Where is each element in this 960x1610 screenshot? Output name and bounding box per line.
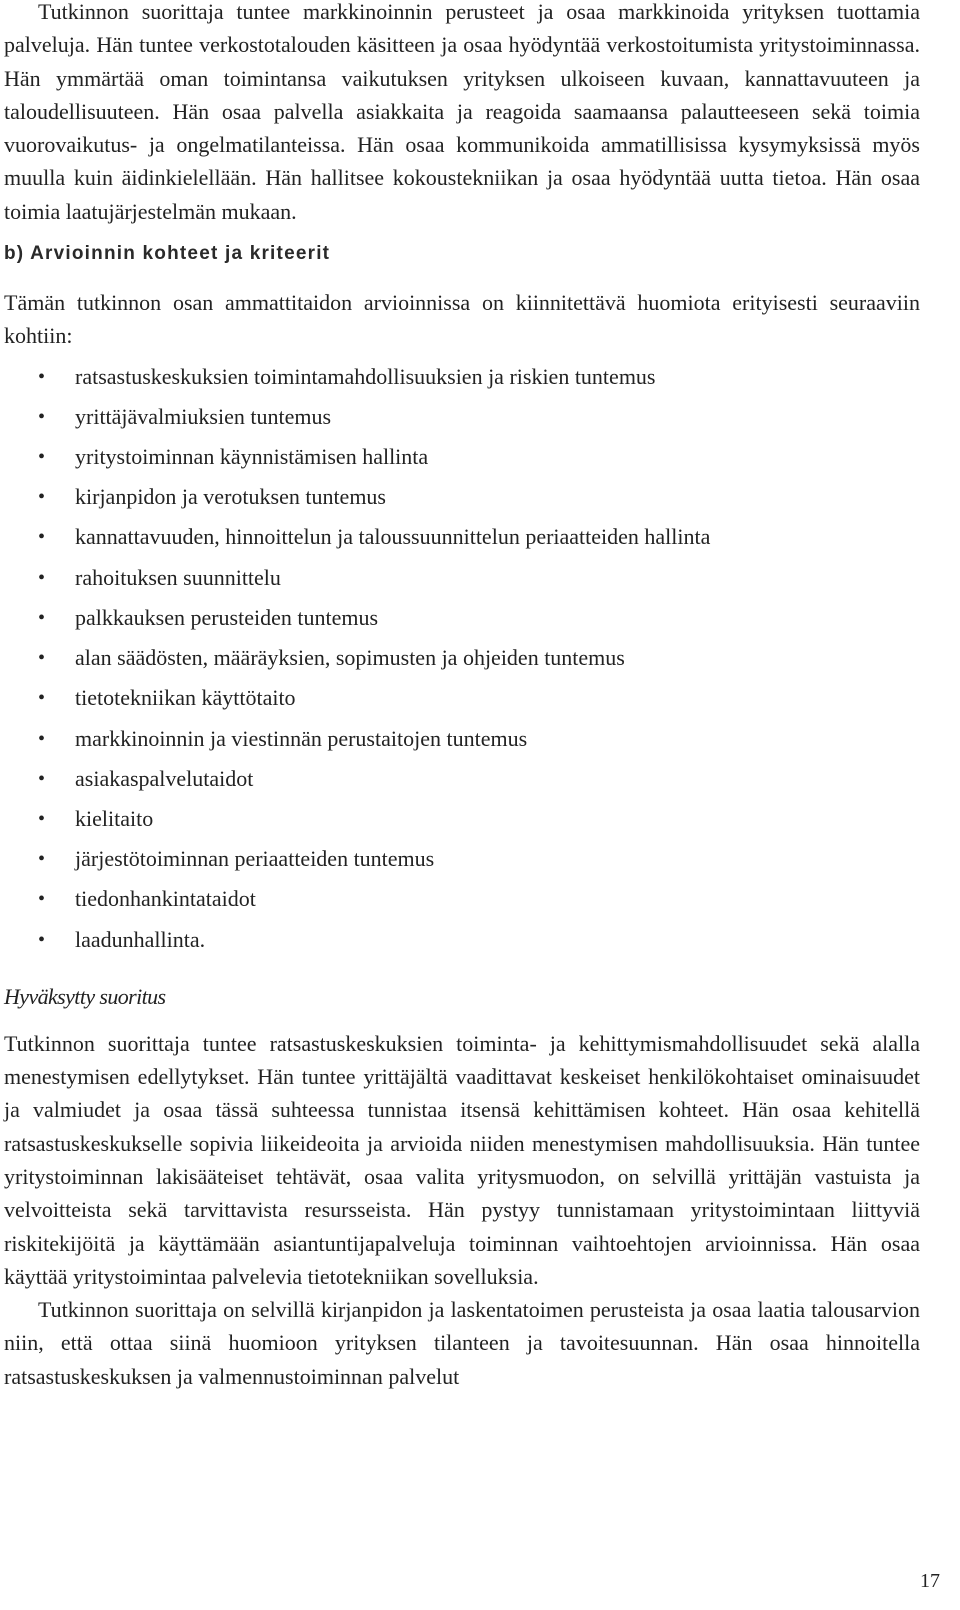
list-item-text: yrittäjävalmiuksien tuntemus xyxy=(75,403,332,429)
list-item-text: markkinoinnin ja viestinnän perustaitojen tuntemus xyxy=(75,725,528,751)
intro-paragraph: Tutkinnon suorittaja tuntee markkinoinnin perusteet ja osaa markkinoida yrityksen tuottamia palveluja. Hän tuntee verkostotalouden käsitteen ja osaa hyödyntää verkostoitumista yritystoiminnassa. Hän ymmärtää oman toimintansa vaikutuksen yrityksen ulkoiseen kuvaan, kannattavuuteen ja taloudellisuuteen. Hän osaa palvella asiakkaita ja reagoida saamaansa palautteeseen sekä toimia vuorovaikutus- ja ongelmatilanteissa. Hän osaa kommunikoida ammatillisissa kysymyksissä myös muulla kuin äidinkielellään. Hän hallitsee kokoustekniikan ja osaa hyödyntää uutta tietoa. Hän osaa toimia laatujärjestelmän mukaan. xyxy=(4,0,920,224)
list-item xyxy=(4,759,920,799)
list-item xyxy=(4,357,920,397)
list-item xyxy=(4,558,920,598)
list-item-text: yritystoiminnan käynnistämisen hallinta xyxy=(75,444,429,470)
list-item xyxy=(4,397,920,437)
bullet-icon: • xyxy=(38,687,46,710)
list-item-text: alan säädösten, määräyksien, sopimusten ja ohjeiden tuntemus xyxy=(75,645,625,671)
list-item-text: kirjanpidon ja verotuksen tuntemus xyxy=(75,484,386,510)
bullet-icon: • xyxy=(38,888,46,911)
list-item xyxy=(4,517,920,557)
bullet-icon: • xyxy=(38,848,46,871)
list-item-text: tiedonhankintataidot xyxy=(75,886,256,912)
bullet-icon: • xyxy=(38,486,46,509)
document-page xyxy=(4,0,920,1393)
bullet-icon: • xyxy=(38,647,46,670)
list-item xyxy=(4,598,920,638)
bullet-icon: • xyxy=(38,727,46,750)
bullet-icon: • xyxy=(38,928,46,951)
approved-paragraph-1: Tutkinnon suorittaja tuntee ratsastuskeskuksien toiminta- ja kehittymismahdollisuudet sekä alalla menestymisen edellytykset. Hän tuntee yrittäjältä vaadittavat keskeiset henkilökohtaiset ominaisuudet ja valmiudet ja osaa tässä suhteessa tunnistaa itsensä kehittämisen kohteet. Hän osaa kehitellä ratsastuskeskukselle sopivia liikeideoita ja arvioida niiden menestymisen mahdollisuuksia. Hän tuntee yritystoiminnan lakisääteiset tehtävät, osaa valita yritysmuodon, on selvillä yrittäjän vastuista ja velvoitteista sekä tarvittavista resursseista. Hän pystyy tunnistamaan yritystoimintaan liittyviä riskitekijöitä ja käyttämään asiantuntijapalveluja toiminnan vaihtoehtojen arvioinnissa. Hän osaa käyttää yritystoimintaa palvelevia tietotekniikan sovelluksia. xyxy=(4,1030,920,1289)
list-item xyxy=(4,879,920,919)
bullet-icon: • xyxy=(38,807,46,830)
criteria-lead-paragraph: Tämän tutkinnon osan ammattitaidon arvioinnissa on kiinnitettävä huomiota erityisesti seuraaviin kohtiin: xyxy=(4,290,920,349)
list-item-text: järjestötoiminnan periaatteiden tuntemus xyxy=(75,846,435,872)
section-heading: b) Arvioinnin kohteet ja kriteerit xyxy=(4,243,331,265)
list-item xyxy=(4,799,920,839)
bullet-icon: • xyxy=(38,526,46,549)
list-item xyxy=(4,839,920,879)
approved-paragraph-2: Tutkinnon suorittaja on selvillä kirjanpidon ja laskentatoimen perusteista ja osaa laatia talousarvion niin, että ottaa siinä huomioon yrityksen tilanteen ja tavoitesuunnan. Hän osaa hinnoitella ratsastuskeskuksen ja valmennustoiminnan palvelut xyxy=(4,1297,920,1389)
bullet-icon: • xyxy=(38,606,46,629)
bullet-icon: • xyxy=(38,446,46,469)
bullet-icon: • xyxy=(38,405,46,428)
list-item-text: rahoituksen suunnittelu xyxy=(75,564,281,590)
bullet-icon: • xyxy=(38,566,46,589)
page-number: 17 xyxy=(920,1570,940,1592)
list-item xyxy=(4,719,920,759)
bullet-icon: • xyxy=(38,365,46,388)
approved-performance-text xyxy=(4,1027,920,1393)
list-item xyxy=(4,678,920,718)
list-item xyxy=(4,638,920,678)
list-item-text: tietotekniikan käyttötaito xyxy=(75,685,296,711)
list-item-text: palkkauksen perusteiden tuntemus xyxy=(75,604,379,630)
list-item-text: kielitaito xyxy=(75,805,154,831)
criteria-list xyxy=(4,357,920,960)
list-item xyxy=(4,477,920,517)
list-item xyxy=(4,920,920,960)
list-item xyxy=(4,437,920,477)
list-item-text: laadunhallinta. xyxy=(75,926,206,952)
approved-performance-heading: Hyväksytty suoritus xyxy=(4,983,166,1009)
list-item-text: kannattavuuden, hinnoittelun ja taloussuunnittelun periaatteiden hallinta xyxy=(75,524,711,550)
list-item-text: ratsastuskeskuksien toimintamahdollisuuksien ja riskien tuntemus xyxy=(75,363,656,389)
list-item-text: asiakaspalvelutaidot xyxy=(75,765,254,791)
bullet-icon: • xyxy=(38,767,46,790)
